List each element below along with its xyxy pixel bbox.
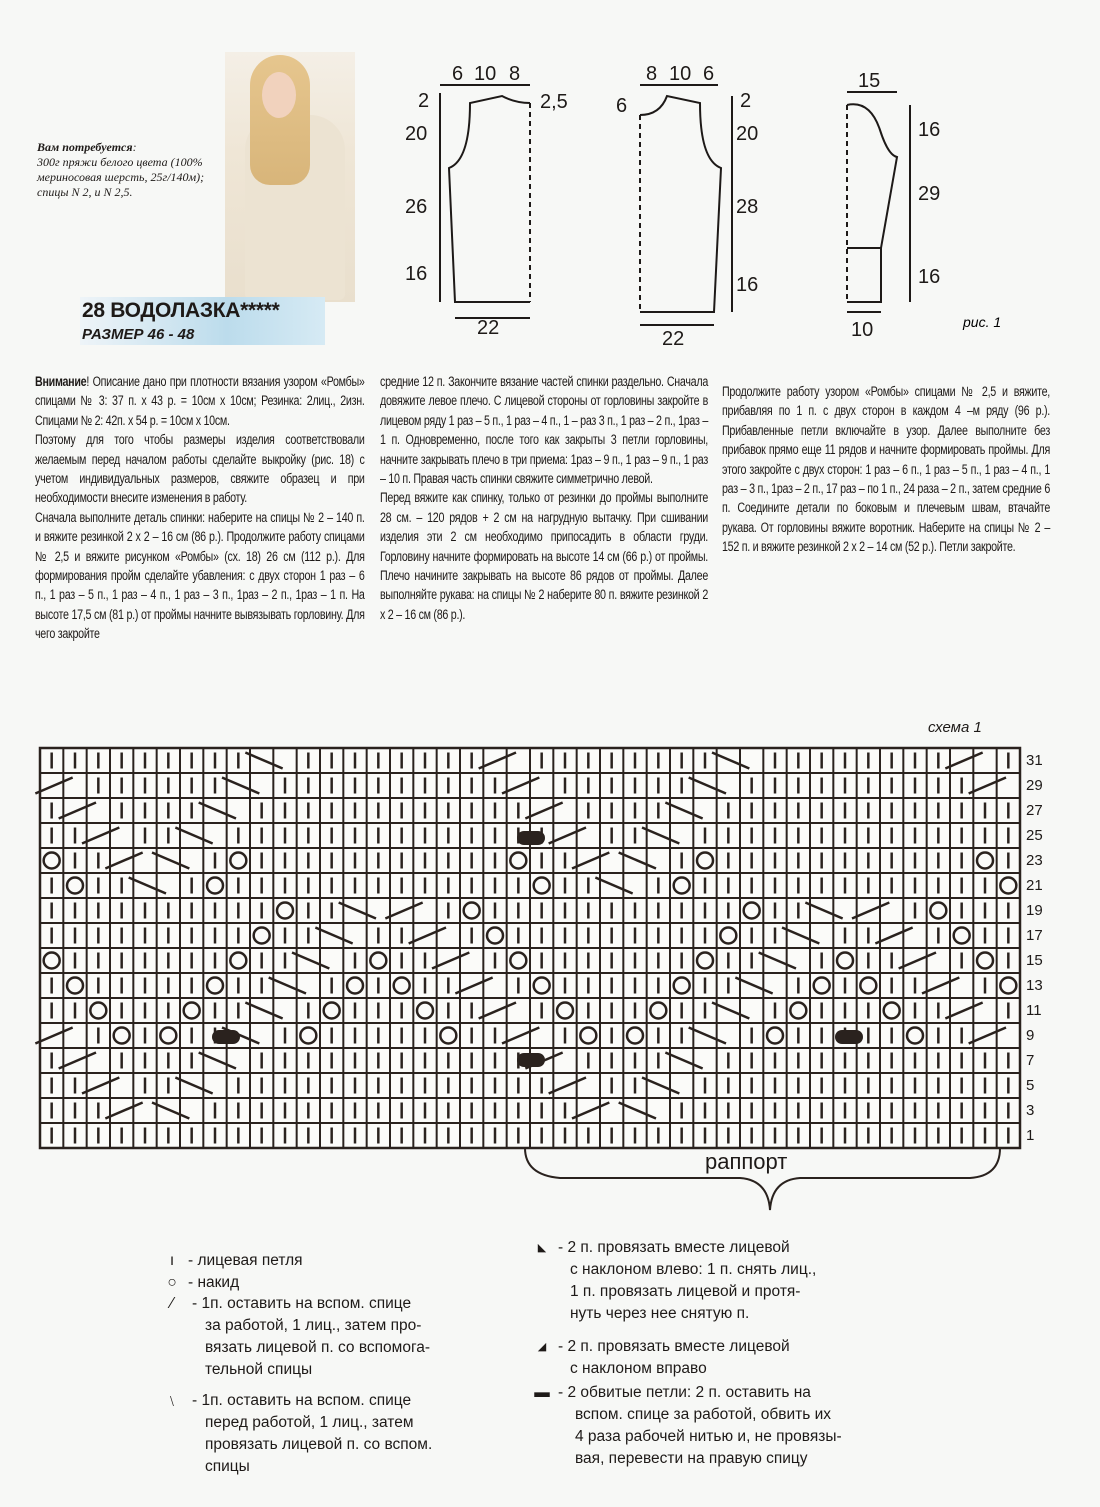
back-dim-top-1: 6 <box>452 63 464 85</box>
row-number: 5 <box>1026 1077 1035 1094</box>
row-number: 3 <box>1026 1102 1035 1119</box>
row-number: 25 <box>1026 827 1043 844</box>
legend-text: нуть через нее снятую п. <box>570 1305 750 1322</box>
legend-text: провязать лицевой п. со вспом. <box>205 1436 433 1453</box>
wrapped-stitches-mark <box>212 1030 240 1044</box>
front-dim-top-3: 6 <box>703 63 715 85</box>
row-number: 13 <box>1026 977 1043 994</box>
row-number: 9 <box>1026 1027 1035 1044</box>
materials-block: Вам потребуется: 300г пряжи белого цвета (100% мериносовая шерсть, 25г/140м); спицы N 2, и N 2,5. <box>37 140 205 199</box>
instructions-column-1 <box>35 372 365 644</box>
row-number: 29 <box>1026 777 1043 794</box>
sleeve-dim-width: 10 <box>851 319 874 341</box>
front-dim-armhole: 20 <box>736 123 759 145</box>
instructions-column-3 <box>722 382 1050 557</box>
paragraph-text: ! Описание дано при плотности вязания узором «Ромбы» спицами № 3: 37 п. х 43 р. = 10см х 10см; Резинка: 2лиц., 2изн. Спицами № 2: 42п. х 54 р. = 10см х 10см. <box>35 374 365 428</box>
legend-text: - 1п. оставить на вспом. спице <box>192 1295 412 1312</box>
row-number: 7 <box>1026 1052 1035 1069</box>
cross-right-icon: ⁄ <box>170 1295 174 1312</box>
back-dim-width: 22 <box>477 317 500 339</box>
back-dim-rib: 16 <box>405 263 428 285</box>
legend-text: вспом. спице за работой, обвить их <box>575 1406 832 1423</box>
legend-text: перед работой, 1 лиц., затем <box>205 1414 414 1431</box>
legend-text: за работой, 1 лиц., затем про- <box>205 1317 422 1334</box>
front-outline <box>640 96 721 312</box>
knitting-chart <box>0 740 1100 1220</box>
sleeve-dim-top: 15 <box>858 70 881 92</box>
instructions-column-2 <box>380 372 708 624</box>
front-dim-shoulder: 2 <box>740 90 752 112</box>
rapport-label: раппорт <box>705 1149 788 1174</box>
front-dim-top-2: 10 <box>669 63 692 85</box>
row-number: 27 <box>1026 802 1043 819</box>
wrapped-stitches-icon: ▬ <box>534 1384 550 1401</box>
row-number: 23 <box>1026 852 1043 869</box>
wrapped-stitches-mark <box>517 831 545 845</box>
legend-text: 1 п. провязать лицевой и протя- <box>570 1283 801 1300</box>
figure-caption: рис. 1 <box>963 314 1002 330</box>
knit-icon: ı <box>169 1252 175 1269</box>
row-number: 19 <box>1026 902 1043 919</box>
legend-text: - 2 п. провязать вместе лицевой <box>558 1239 790 1256</box>
legend-text: - 2 обвитые петли: 2 п. оставить на <box>558 1384 811 1401</box>
page-title: 28 ВОДОЛАЗКА***** <box>82 299 280 322</box>
legend-text: - лицевая петля <box>188 1252 303 1269</box>
paragraph: Продолжите работу узором «Ромбы» спицами № 2,5 и вяжите, прибавляя по 1 п. с двух сторон в каждом 4 –м ряду (96 р.). Прибавленные петли включайте в узор. Далее выполните без прибавок прямо еще 11 рядов и начните формировать проймы. Для этого закройте с двух сторон: 1 раз – 6 п., 1 раз – 5 п., 1 раз – 4 п., 1 раз – 3 п., 1раз – 2 п., 17 раз – по 1 п., 24 раза – 2 п., затем средние 6 п. Соедините детали по боковым и плечевым швам, втачайте рукава. От горловины вяжите воротник. Наберите на спицы № 2 – 152 п. и вяжите резинкой 2 х 2 – 14 см (52 р.). Петли закройте. <box>722 384 1050 555</box>
row-number: 1 <box>1026 1127 1035 1144</box>
wrapped-stitches-mark <box>517 1053 545 1067</box>
paragraph: средние 12 п. Закончите вязание частей спинки раздельно. Сначала довяжите левое плечо. С лицевой стороны от горловины закройте в лицевом ряду 1 раз – 5 п., 1 раз – 4 п., 1 – раз 3 п., 1 раз – 2 п., 1раз – 1 п. Одновременно, после того как закрыты 3 петли горловины, начните закрывать плечо в три приема: 1раз – 9 п., 1 раз – 9 п., 1 раз – 10 п. Правая часть спинки свяжите симметрично левой. <box>380 374 708 487</box>
row-number: 17 <box>1026 927 1043 944</box>
legend-text: с наклоном влево: 1 п. снять лиц., <box>570 1261 817 1278</box>
row-number: 31 <box>1026 752 1043 769</box>
front-dim-width: 22 <box>662 328 685 350</box>
legend-text: - 1п. оставить на вспом. спице <box>192 1392 412 1409</box>
legend-text: вязать лицевой п. со вспомога- <box>205 1339 431 1356</box>
back-dim-shoulder: 2 <box>418 90 430 112</box>
yarn-over-icon: ○ <box>167 1274 177 1291</box>
legend-text: 4 раза рабочей нитью и, не провязы- <box>575 1428 842 1445</box>
sleeve-outline <box>847 104 897 302</box>
row-number: 11 <box>1026 1002 1042 1019</box>
materials-text: 300г пряжи белого цвета (100% мериносовая шерсть, 25г/140м); спицы N 2, и N 2,5. <box>37 155 205 199</box>
paragraph: Поэтому для того чтобы размеры изделия соответствовали желаемым перед началом работы сделайте выкройку (рис. 18) с учетом индивидуальных размеров, свяжите образец и при необходимости внесите изменения в работу. <box>35 432 365 506</box>
paragraph: Сначала выполните деталь спинки: наберите на спицы № 2 – 140 п. и вяжите резинкой 2 х 2 – 16 см (86 р.). Продолжите работу спицами № 2,5 и вяжите рисунком «Ромбы» (сх. 18) 26 см (112 р.). Для формирования пройм сделайте убавления: с двух сторон 1 раз – 6 п., 1 раз – 5 п., 1 раз – 4 п., 1 раз – 3 п., 1раз – 2 п., 1раз – 1 п. На высоте 17,5 см (81 р.) от проймы начните вывязывать горловину. Для чего закройте <box>35 509 365 642</box>
sleeve-dim-cuff: 16 <box>918 266 941 288</box>
back-dim-body: 26 <box>405 196 428 218</box>
back-dim-neck: 2,5 <box>540 91 568 113</box>
paragraph: Перед вяжите как спинку, только от резинки до проймы выполните 28 см. – 120 рядов + 2 см на нагрудную вытачку. При сшивании изделия эти 2 см необходимо припосадить в области груди. Горловину начните формировать на высоте 14 см (66 р.) от проймы. Плечо начините закрывать на высоте 86 рядов от проймы. Далее выполняйте рукава: на спицы № 2 наберите 80 п. вяжите резинкой 2 х 2 – 16 см (86 р.). <box>380 490 708 622</box>
attention-label: Внимание <box>35 374 87 389</box>
row-number: 15 <box>1026 952 1043 969</box>
back-outline <box>449 96 530 302</box>
front-dim-top-1: 8 <box>646 63 658 85</box>
paragraph <box>35 372 365 430</box>
scheme-label: схема 1 <box>928 719 982 736</box>
legend-text: спицы <box>205 1458 250 1475</box>
front-dim-body: 28 <box>736 196 759 218</box>
garment-pattern-figure <box>0 0 1100 360</box>
front-dim-rib: 16 <box>736 274 759 296</box>
row-number: 21 <box>1026 877 1043 894</box>
sleeve-dim-body: 29 <box>918 183 941 205</box>
legend-text: - накид <box>188 1274 240 1291</box>
sleeve-dim-cap: 16 <box>918 119 941 141</box>
size-label: РАЗМЕР 46 - 48 <box>82 326 195 343</box>
legend-text: - 2 п. провязать вместе лицевой <box>558 1338 790 1355</box>
k2tog-left-icon: ◣ <box>537 1242 547 1254</box>
wrapped-stitches-mark <box>835 1030 863 1044</box>
materials-title: Вам потребуется <box>37 140 133 154</box>
front-dim-neck: 6 <box>616 95 628 117</box>
legend-text: тельной спицы <box>205 1361 313 1378</box>
back-dim-top-3: 8 <box>509 63 521 85</box>
back-dim-top-2: 10 <box>474 63 497 85</box>
legend-text: вая, перевести на правую спицу <box>575 1450 808 1467</box>
cross-left-icon: ﹨ <box>164 1392 180 1409</box>
legend-text: с наклоном вправо <box>570 1360 707 1377</box>
back-dim-armhole: 20 <box>405 123 428 145</box>
k2tog-right-icon: ◢ <box>537 1341 547 1353</box>
